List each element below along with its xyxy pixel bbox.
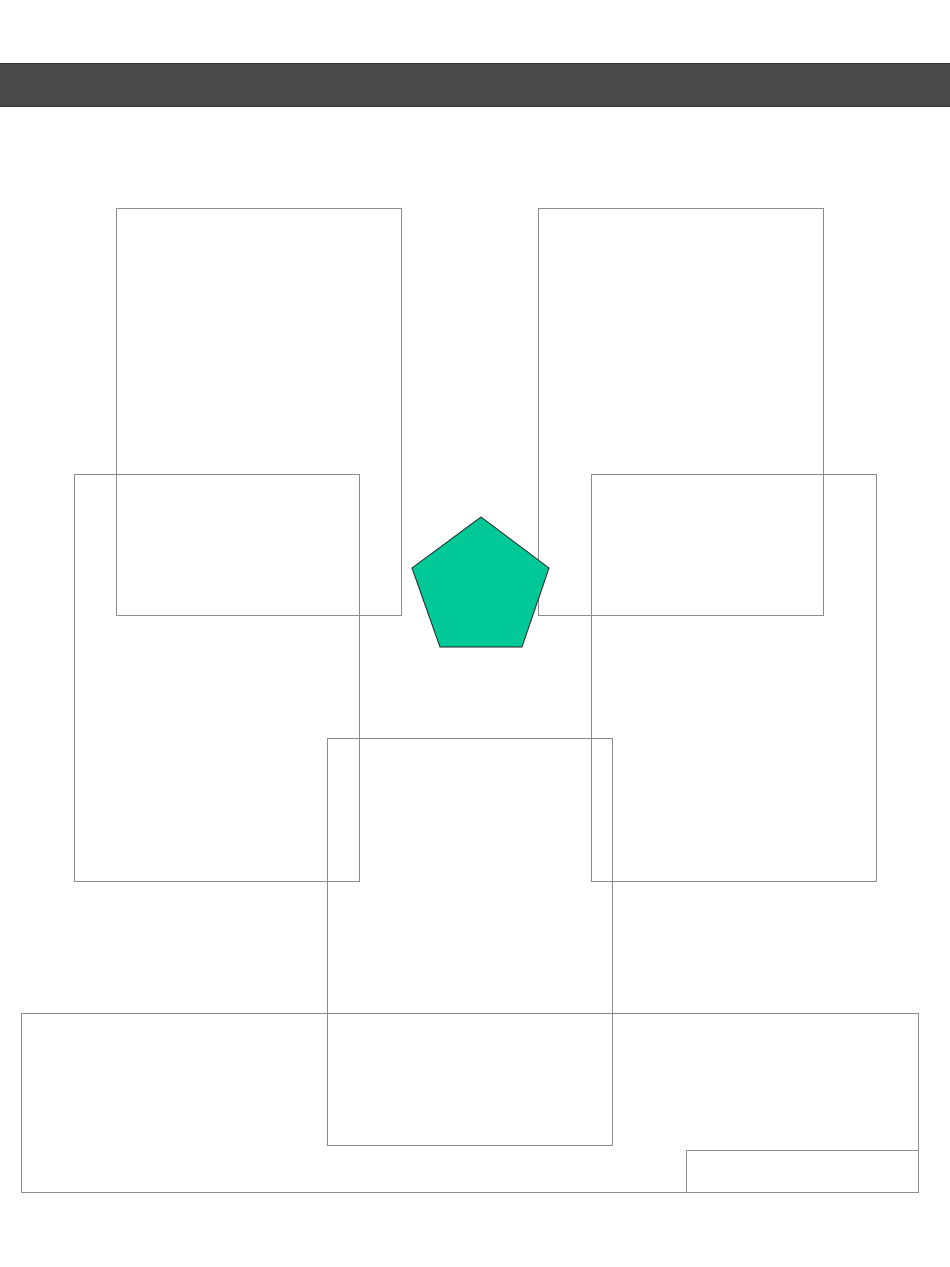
title-bar: [0, 63, 950, 107]
evaluator-box[interactable]: [686, 1150, 919, 1193]
participant-card-c: [591, 474, 877, 882]
seating-pentagon: [400, 505, 560, 655]
pentagon-shape: [412, 517, 549, 647]
participant-card-e: [74, 474, 360, 882]
